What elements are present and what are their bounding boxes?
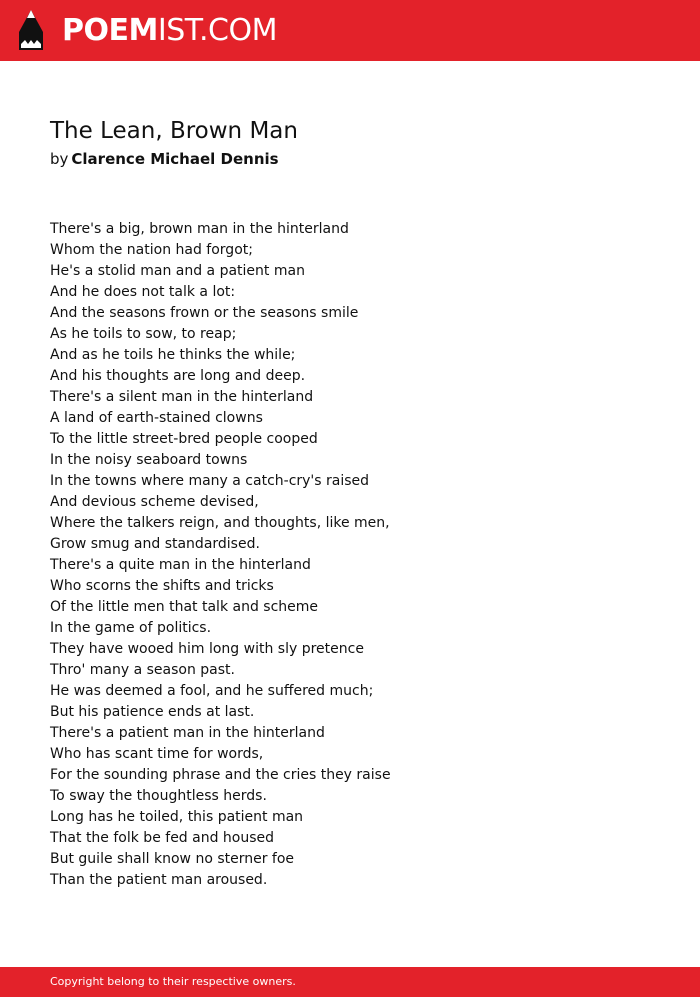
poem-line: To the little street-bred people cooped <box>50 431 318 447</box>
poem-line: There's a patient man in the hinterland <box>50 725 325 741</box>
site-logo[interactable] <box>62 11 277 51</box>
poem-line: But his patience ends at last. <box>50 704 255 720</box>
poem-line: For the sounding phrase and the cries they raise <box>50 767 391 783</box>
byline <box>50 148 279 170</box>
poem-line: Who has scant time for words, <box>50 746 264 762</box>
poem-line: A land of earth-stained clowns <box>50 410 263 426</box>
copyright-notice: Copyright belong to their respective owners. <box>50 975 296 988</box>
poem-line: Of the little men that talk and scheme <box>50 599 319 615</box>
poem-line: To sway the thoughtless herds. <box>50 788 267 804</box>
poem-line: And the seasons frown or the seasons smile <box>50 305 359 321</box>
poem-line: He's a stolid man and a patient man <box>50 263 305 279</box>
poem-title: The Lean, Brown Man <box>50 118 298 144</box>
site-header <box>0 0 700 61</box>
poem-line: There's a silent man in the hinterland <box>50 389 314 405</box>
author-name: Clarence Michael Dennis <box>71 150 279 168</box>
poem-line: They have wooed him long with sly pretence <box>50 641 364 657</box>
poem-line: There's a big, brown man in the hinterland <box>50 221 349 237</box>
poem-line: Where the talkers reign, and thoughts, like men, <box>50 515 390 531</box>
poem-line: He was deemed a fool, and he suffered much; <box>50 683 374 699</box>
poem-line: Who scorns the shifts and tricks <box>50 578 274 594</box>
poem-line: Thro' many a season past. <box>50 662 235 678</box>
poem-line: And devious scheme devised, <box>50 494 259 510</box>
poem-line: As he toils to sow, to reap; <box>50 326 237 342</box>
poem-line: And his thoughts are long and deep. <box>50 368 306 384</box>
poem-line: Grow smug and standardised. <box>50 536 260 552</box>
poem-line: There's a quite man in the hinterland <box>50 557 311 573</box>
poem-body <box>50 219 391 891</box>
pencil-icon[interactable] <box>19 10 43 50</box>
poem-line: Long has he toiled, this patient man <box>50 809 304 825</box>
poem-line: Whom the nation had forgot; <box>50 242 253 258</box>
poem-line: In the noisy seaboard towns <box>50 452 248 468</box>
site-footer <box>0 967 700 997</box>
poem-line: Than the patient man aroused. <box>50 872 268 888</box>
poem-line: In the towns where many a catch-cry's raised <box>50 473 370 489</box>
poem-line: In the game of politics. <box>50 620 212 636</box>
by-label: by <box>50 150 69 168</box>
poem-line: But guile shall know no sterner foe <box>50 851 295 867</box>
logo-light-text: IST.COM <box>157 13 277 48</box>
poem-line: And he does not talk a lot: <box>50 284 236 300</box>
poem-line: That the folk be fed and housed <box>50 830 275 846</box>
logo-bold-text: POEM <box>62 13 158 48</box>
poem-line: And as he toils he thinks the while; <box>50 347 296 363</box>
